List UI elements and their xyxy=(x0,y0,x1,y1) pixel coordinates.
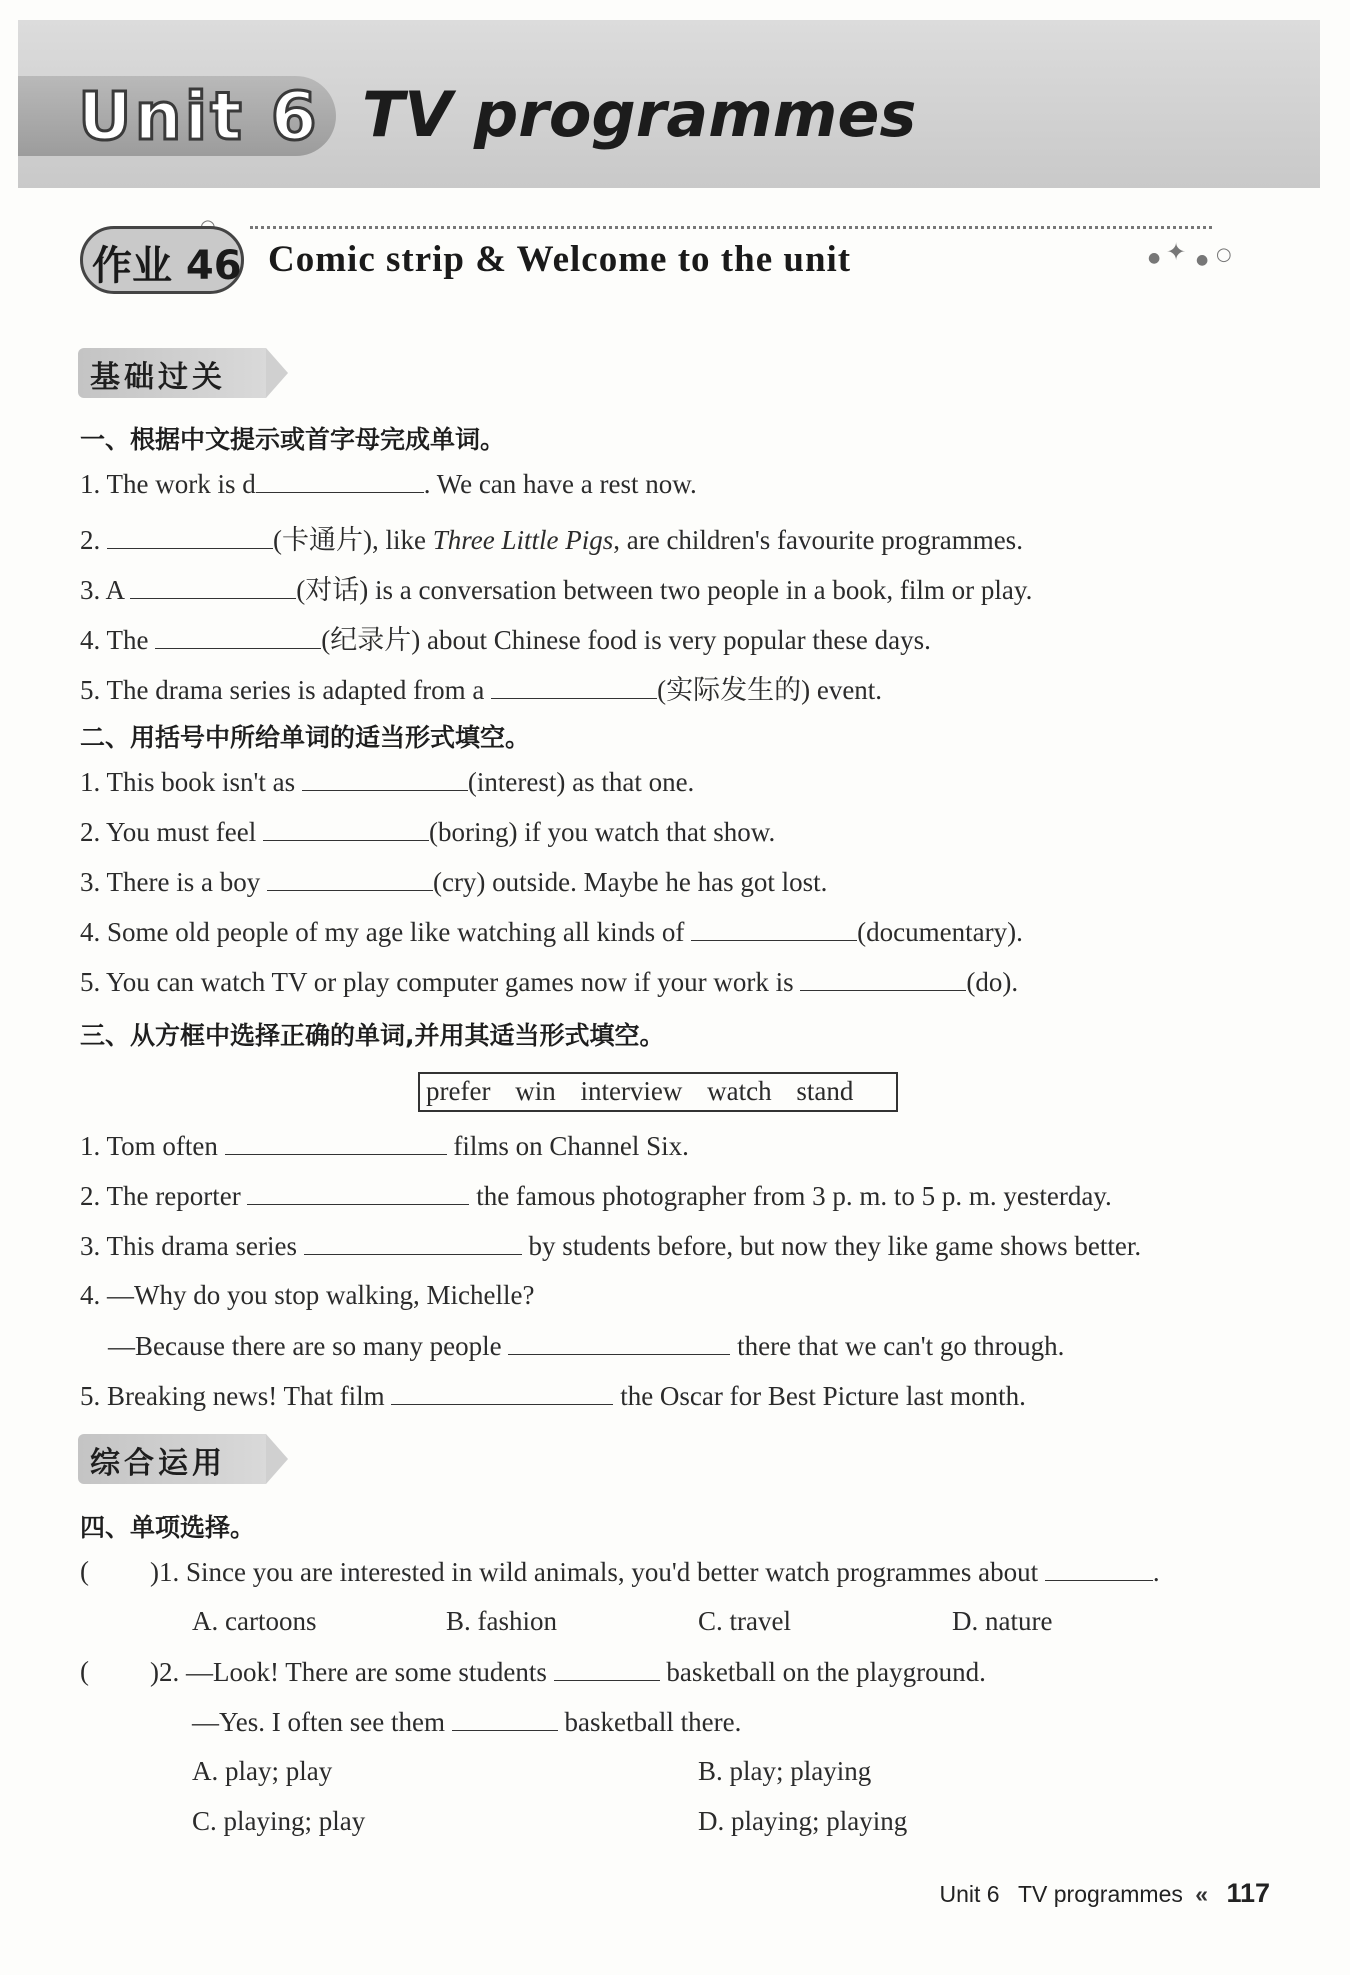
mcq-2 xyxy=(150,1656,986,1688)
part1-item-5 xyxy=(80,668,882,707)
mcq-2-option-c[interactable]: C. playing; play xyxy=(192,1806,366,1836)
answer-blank[interactable] xyxy=(508,1330,730,1355)
item-text: 2. You must feel xyxy=(80,817,264,847)
answer-blank xyxy=(452,1706,558,1731)
item-text: (boring) if you watch that show. xyxy=(429,817,776,847)
item-text: 3. There is a boy xyxy=(80,867,267,897)
answer-blank[interactable] xyxy=(263,816,429,841)
homework-number: 作业 46 xyxy=(92,243,242,289)
item-text: there that we can't go through. xyxy=(730,1331,1065,1361)
part3-item-4-reply xyxy=(108,1330,1064,1362)
item-text: the famous photographer from 3 p. m. to 5 p. m. yesterday. xyxy=(469,1181,1112,1211)
answer-blank[interactable] xyxy=(691,916,857,941)
homework-title: Comic strip & Welcome to the unit xyxy=(268,239,852,280)
item-text: 5. The drama series is adapted from a xyxy=(80,675,492,705)
answer-blank[interactable] xyxy=(225,1130,447,1155)
unit-title: TV programmes xyxy=(362,78,917,151)
item-text: 4. Some old people of my age like watching all kinds of xyxy=(80,917,692,947)
answer-blank[interactable] xyxy=(491,674,657,699)
question-text: . xyxy=(1152,1557,1160,1587)
sparkle-icon: ✦ xyxy=(1166,238,1187,266)
question-text: basketball on the playground. xyxy=(659,1657,986,1687)
double-chevron-left-icon: « xyxy=(1195,1881,1209,1907)
circle-icon: ○ xyxy=(1216,244,1232,265)
item-text: 4. The xyxy=(80,625,156,655)
mcq-1-option-c[interactable]: C. travel xyxy=(698,1606,791,1636)
item-text: 1. Tom often xyxy=(80,1131,225,1161)
page-number: 117 xyxy=(1226,1878,1270,1908)
mcq-2-option-d[interactable]: D. playing; playing xyxy=(698,1806,908,1836)
item-text: 3. This drama series xyxy=(80,1231,304,1261)
item-text: (do). xyxy=(966,967,1019,997)
section-tag-basics-label: 基础过关 xyxy=(90,360,226,395)
question-text: —Yes. I often see them xyxy=(192,1707,452,1737)
part2-item-2 xyxy=(80,816,775,848)
part3-heading: 三、从方框中选择正确的单词,并用其适当形式填空。 xyxy=(80,1021,665,1050)
item-text: (实际发生的) event. xyxy=(657,675,883,705)
answer-blank[interactable] xyxy=(155,624,321,649)
item-text: 5. You can watch TV or play computer games now if your work is xyxy=(80,967,801,997)
answer-blank[interactable] xyxy=(256,468,424,493)
part1-item-4 xyxy=(80,618,931,657)
dotted-divider xyxy=(250,226,1212,229)
part1-item-3 xyxy=(80,568,1032,607)
answer-blank xyxy=(554,1656,660,1681)
item-text: (interest) as that one. xyxy=(467,767,695,797)
pencil-icon xyxy=(266,348,288,398)
footer-unit: Unit 6 xyxy=(939,1881,1000,1907)
part2-heading: 二、用括号中所给单词的适当形式填空。 xyxy=(80,723,531,752)
part2-item-4 xyxy=(80,916,1023,948)
part1-item-1 xyxy=(80,468,697,500)
answer-blank[interactable] xyxy=(302,766,468,791)
footer-title: TV programmes xyxy=(1017,1881,1183,1907)
mcq-2-line2 xyxy=(192,1706,741,1738)
answer-paren[interactable]: ( xyxy=(80,1556,89,1586)
item-text: 2. xyxy=(80,525,107,555)
item-text: , are children's favourite programmes. xyxy=(613,525,1023,555)
item-text: (cry) outside. Maybe he has got lost. xyxy=(432,867,828,897)
part3-item-1 xyxy=(80,1130,689,1162)
answer-blank[interactable] xyxy=(800,966,966,991)
part2-item-1 xyxy=(80,766,694,798)
mcq-1-option-d[interactable]: D. nature xyxy=(952,1606,1053,1636)
item-text: (纪录片) about Chinese food is very popular these days. xyxy=(321,625,931,655)
item-text: by students before, but now they like game shows better. xyxy=(521,1231,1142,1261)
item-text: 4. —Why do you stop walking, Michelle? xyxy=(80,1280,535,1310)
item-text: the Oscar for Best Picture last month. xyxy=(613,1381,1026,1411)
mcq-1-option-a[interactable]: A. cartoons xyxy=(192,1606,317,1636)
answer-blank[interactable] xyxy=(267,866,433,891)
dot-icon: ● xyxy=(1196,252,1209,268)
part1-heading: 一、根据中文提示或首字母完成单词。 xyxy=(80,425,506,454)
part3-item-4 xyxy=(80,1280,534,1311)
unit-label: Unit 6 xyxy=(78,78,320,155)
mcq-2-option-b[interactable]: B. play; playing xyxy=(698,1756,872,1786)
section-tag-applied-label: 综合运用 xyxy=(90,1446,226,1481)
part3-item-2 xyxy=(80,1180,1112,1212)
item-text: 2. The reporter xyxy=(80,1181,248,1211)
item-text: 5. Breaking news! That film xyxy=(80,1381,392,1411)
question-text: )2. —Look! There are some students xyxy=(150,1657,554,1687)
answer-blank[interactable] xyxy=(304,1230,522,1255)
part4-heading: 四、单项选择。 xyxy=(80,1513,256,1542)
pencil-icon xyxy=(266,1434,288,1484)
question-text: )1. Since you are interested in wild animals, you'd better watch programmes about xyxy=(150,1557,1045,1587)
item-text: 1. This book isn't as xyxy=(80,767,302,797)
mcq-1 xyxy=(150,1556,1160,1588)
item-text: (documentary). xyxy=(857,917,1023,947)
item-text: 1. The work is d xyxy=(80,469,256,499)
part2-item-3 xyxy=(80,866,827,898)
part2-item-5 xyxy=(80,966,1018,998)
mcq-1-option-b[interactable]: B. fashion xyxy=(446,1606,557,1636)
dot-icon: ● xyxy=(1148,250,1161,266)
part1-item-2 xyxy=(80,518,1023,557)
page-footer xyxy=(940,1878,1271,1909)
item-text: . We can have a rest now. xyxy=(423,469,697,499)
item-text: films on Channel Six. xyxy=(446,1131,689,1161)
item-title-italic: Three Little Pigs xyxy=(432,525,614,555)
word-box: prefer win interview watch stand xyxy=(418,1072,898,1112)
answer-blank[interactable] xyxy=(130,574,296,599)
part3-item-3 xyxy=(80,1230,1141,1262)
item-text: —Because there are so many people xyxy=(108,1331,509,1361)
answer-blank[interactable] xyxy=(107,524,273,549)
mcq-2-option-a[interactable]: A. play; play xyxy=(192,1756,333,1786)
question-text: basketball there. xyxy=(557,1707,742,1737)
answer-paren[interactable]: ( xyxy=(80,1656,89,1686)
item-text: (对话) is a conversation between two people in a book, film or play. xyxy=(296,575,1033,605)
item-text: (卡通片), like xyxy=(273,525,433,555)
answer-blank[interactable] xyxy=(247,1180,469,1205)
answer-blank xyxy=(1045,1556,1153,1581)
item-text: 3. A xyxy=(80,575,131,605)
part3-item-5 xyxy=(80,1380,1026,1412)
answer-blank[interactable] xyxy=(391,1380,613,1405)
